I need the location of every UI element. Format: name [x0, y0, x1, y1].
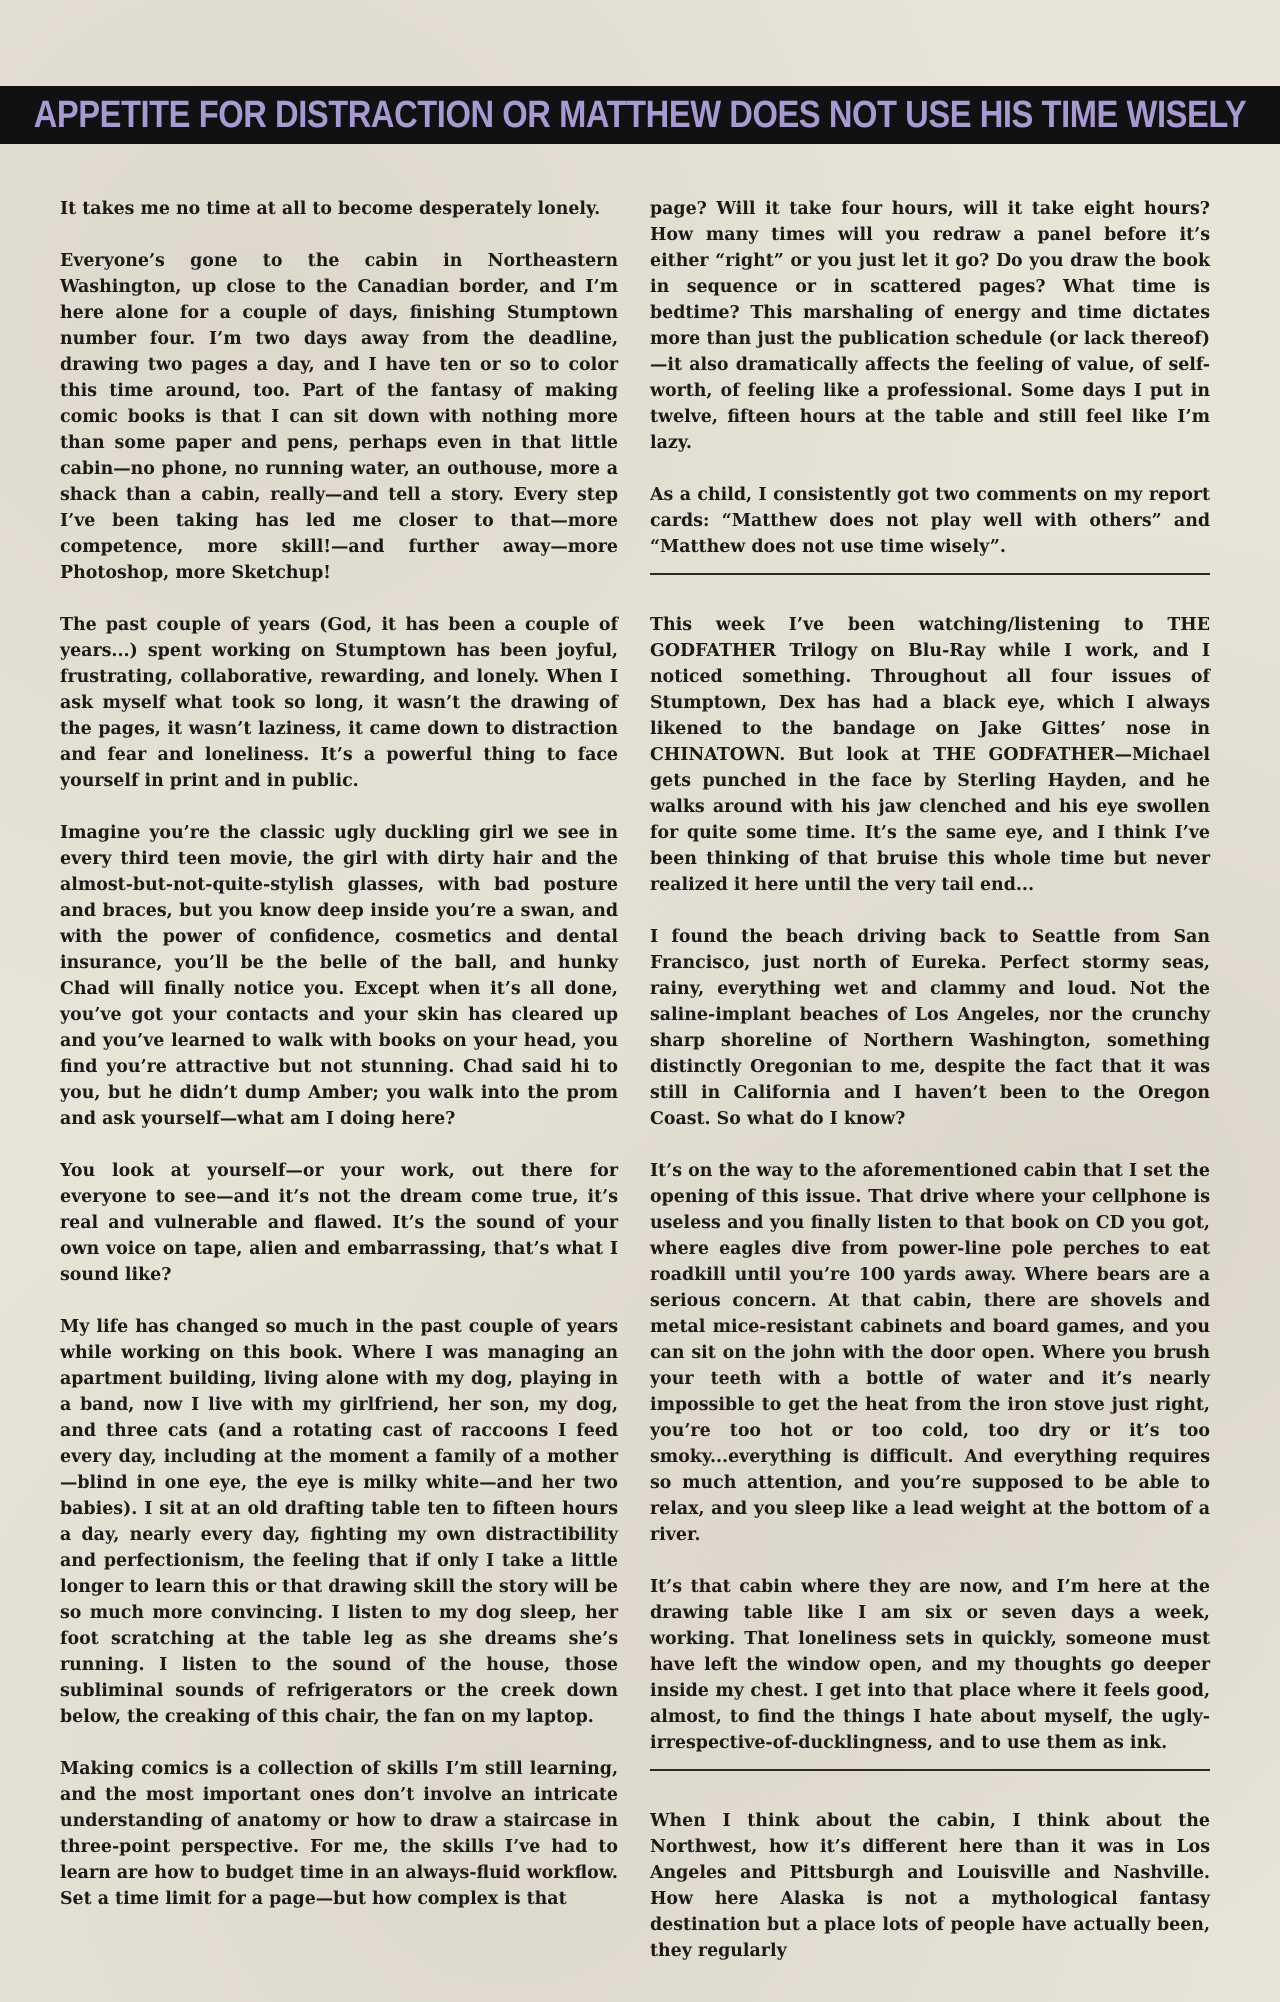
right-column: [650, 196, 1210, 1990]
title-banner: [0, 86, 1280, 144]
paragraph: Making comics is a collection of skills I’m still learning, and the most important ones don’t involve an intricate understanding of anatomy or how to draw a staircase in three-point perspective. For me, the skills I’ve had to learn are how to budget time in an always-fluid workflow. Set a time limit for a page—but how complex is that: [60, 1759, 618, 1909]
paragraph: This week I’ve been watching/listening to THE GODFATHER Trilogy on Blu-Ray while I work, and I noticed something. Throughout all four issues of Stumptown, Dex has had a black eye, which I always likened to the bandage on Jake Gittes’ nose in CHINATOWN. But look at THE GODFATHER—Michael gets punched in the face by Sterling Hayden, and he walks around with his jaw clenched and his eye swollen for quite some time. It’s the same eye, and I think I’ve been thinking of that bruise this whole time but never realized it here until the very tail end...: [650, 615, 1210, 895]
paragraph: As a child, I consistently got two comments on my report cards: “Matthew does not play well with others” and “Matthew does not use time wisely”.: [650, 485, 1210, 557]
left-column: [60, 196, 618, 1938]
paragraph: Imagine you’re the classic ugly duckling girl we see in every third teen movie, the girl with dirty hair and the almost-but-not-quite-stylish glasses, with bad posture and braces, but you know deep inside you’re a swan, and with the power of confidence, cosmetics and dental insurance, you’ll be the belle of the ball, and hunky Chad will finally notice you. Except when it’s all done, you’ve got your contacts and your skin has cleared up and you’ve learned to walk with books on your head, you find you’re attractive but not stunning. Chad said hi to you, but he didn’t dump Amber; you walk into the prom and ask yourself—what am I doing here?: [60, 823, 618, 1129]
paragraph: page? Will it take four hours, will it take eight hours? How many times will you redraw a panel before it’s either “right” or you just let it go? Do you draw the book in sequence or in scattered pages? What time is bedtime? This marshaling of energy and time dictates more than just the publication schedule (or lack thereof)—it also dramatically affects the feeling of value, of self-worth, of feeling like a professional. Some days I put in twelve, fifteen hours at the table and still feel like I’m lazy.: [650, 199, 1210, 453]
page-title: APPETITE FOR DISTRACTION OR MATTHEW DOES NOT USE HIS TIME WISELY: [33, 93, 1247, 136]
paragraph: It takes me no time at all to become desperately lonely.: [60, 199, 601, 219]
paragraph: When I think about the cabin, I think about the Northwest, how it’s different here than it was in Los Angeles and Pittsburgh and Louisville and Nashville. How here Alaska is not a mythological fantasy destination but a place lots of people have actually been, they regularly: [650, 1811, 1210, 1961]
paragraph: Everyone’s gone to the cabin in Northeastern Washington, up close to the Canadian border, and I’m here alone for a couple of days, finishing Stumptown number four. I’m two days away from the deadline, drawing two pages a day, and I have ten or so to color this time around, too. Part of the fantasy of making comic books is that I can sit down with nothing more than some paper and pens, perhaps even in that little cabin—no phone, no running water, an outhouse, more a shack than a cabin, really—and tell a story. Every step I’ve been taking has led me closer to that—more competence, more skill!—and further away—more Photoshop, more Sketchup!: [60, 251, 618, 583]
section-divider: [650, 573, 1210, 575]
paragraph: You look at yourself—or your work, out there for everyone to see—and it’s not the dream come true, it’s real and vulnerable and flawed. It’s the sound of your own voice on tape, alien and embarrassing, that’s what I sound like?: [60, 1161, 618, 1285]
section-divider: [650, 1769, 1210, 1771]
paragraph: My life has changed so much in the past couple of years while working on this book. Where I was managing an apartment building, living alone with my dog, playing in a band, now I live with my girlfriend, her son, my dog, and three cats (and a rotating cast of raccoons I feed every day, including at the moment a family of a mother—blind in one eye, the eye is milky white—and her two babies). I sit at an old drafting table ten to fifteen hours a day, nearly every day, fighting my own distractibility and perfectionism, the feeling that if only I take a little longer to learn this or that drawing skill the story will be so much more convincing. I listen to my dog sleep, her foot scratching at the table leg as she dreams she’s running. I listen to the sound of the house, those subliminal sounds of refrigerators or the creek down below, the creaking of this chair, the fan on my laptop.: [60, 1317, 618, 1727]
paragraph: It’s on the way to the aforementioned cabin that I set the opening of this issue. That drive where your cellphone is useless and you finally listen to that book on CD you got, where eagles dive from power-line pole perches to eat roadkill until you’re 100 yards away. Where bears are a serious concern. At that cabin, there are shovels and metal mice-resistant cabinets and board games, and you can sit on the john with the door open. Where you brush your teeth with a bottle of water and it’s nearly impossible to get the heat from the iron stove just right, you’re too hot or too cold, too dry or it’s too smoky...everything is difficult. And everything requires so much attention, and you’re supposed to be able to relax, and you sleep like a lead weight at the bottom of a river.: [650, 1161, 1210, 1545]
paragraph: I found the beach driving back to Seattle from San Francisco, just north of Eureka. Perfect stormy seas, rainy, everything wet and clammy and loud. Not the saline-implant beaches of Los Angeles, nor the crunchy sharp shoreline of Northern Washington, something distinctly Oregonian to me, despite the fact that it was still in California and I haven’t been to the Oregon Coast. So what do I know?: [650, 927, 1210, 1129]
paragraph: The past couple of years (God, it has been a couple of years...) spent working on Stumptown has been joyful, frustrating, collaborative, rewarding, and lonely. When I ask myself what took so long, it wasn’t the drawing of the pages, it wasn’t laziness, it came down to distraction and fear and loneliness. It’s a powerful thing to face yourself in print and in public.: [60, 615, 618, 791]
paragraph: It’s that cabin where they are now, and I’m here at the drawing table like I am six or seven days a week, working. That loneliness sets in quickly, someone must have left the window open, and my thoughts go deeper inside my chest. I get into that place where it feels good, almost, to find the things I hate about myself, the ugly-irrespective-of-ducklingness, and to use them as ink.: [650, 1577, 1210, 1753]
